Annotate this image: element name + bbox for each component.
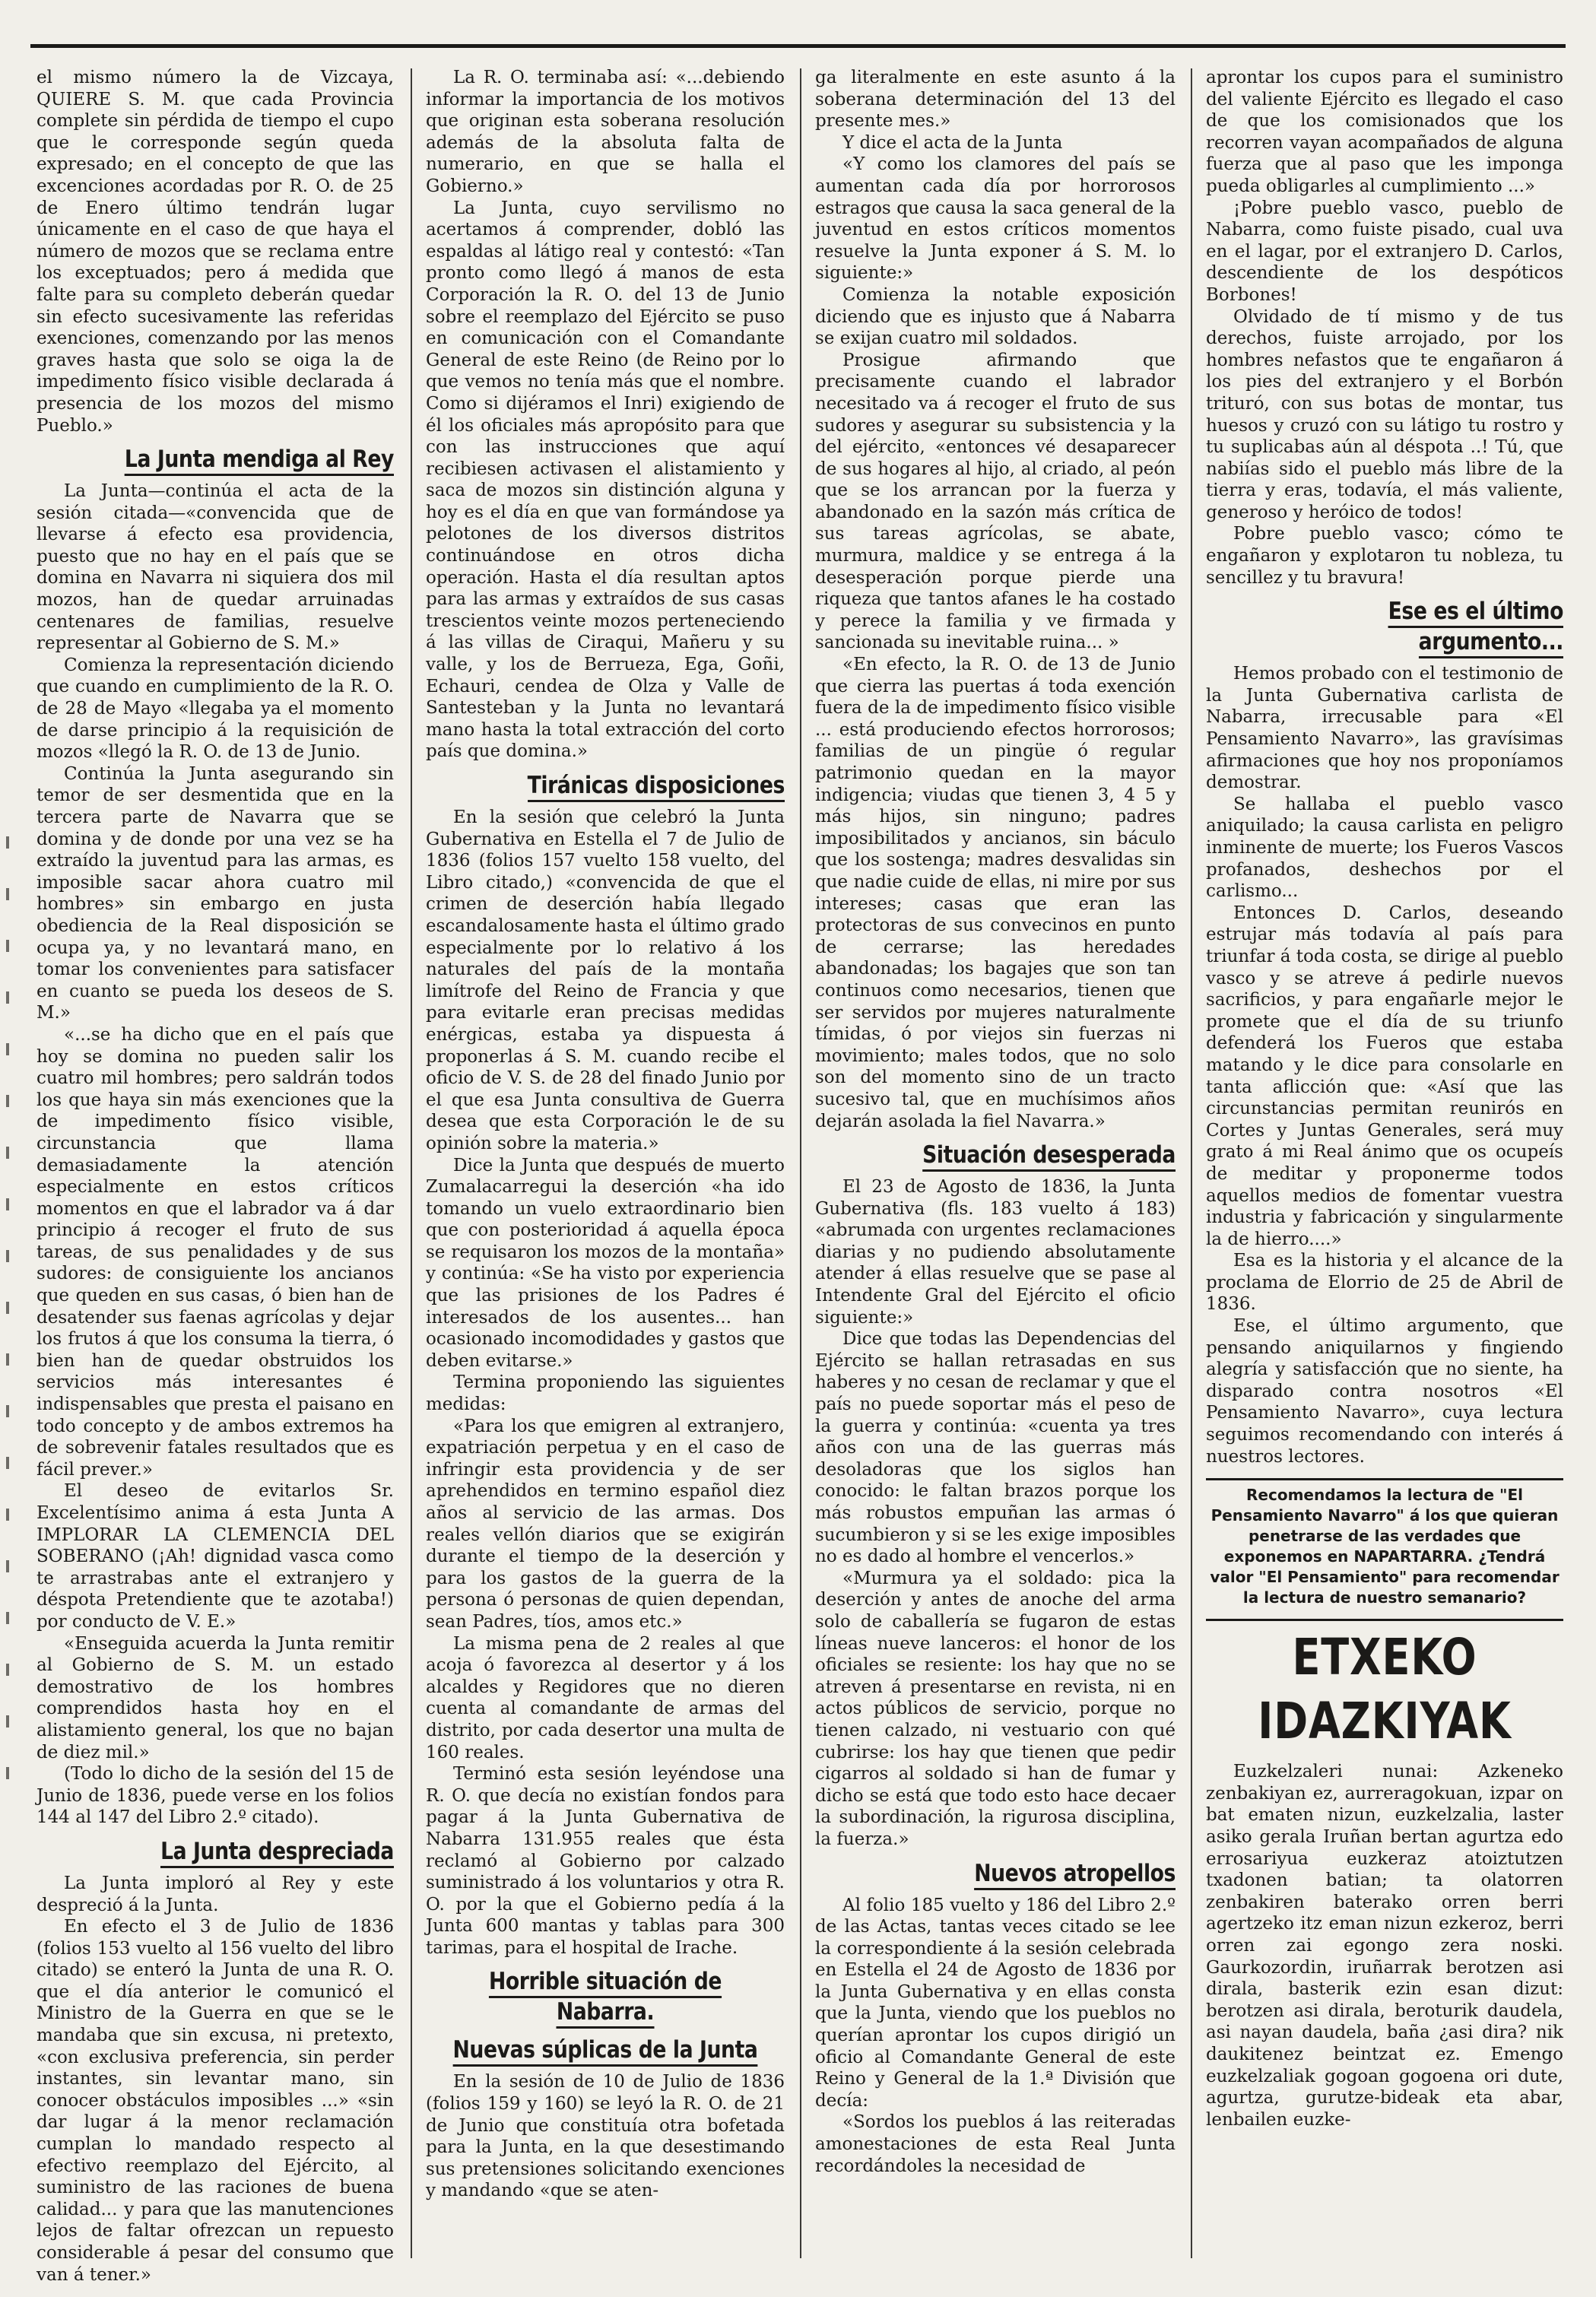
paragraph: ¡Pobre pueblo vasco, pueblo de Nabarra, como fuiste pisado, cual uva en el lagar, por el extranjero D. Carlos, descendiente de los despóticos Borbones! <box>1206 198 1563 305</box>
paragraph: La Junta, cuyo servilismo no acertamos á comprender, dobló las espaldas al látigo real y contestó: «Tan pronto como llegó á manos de esta Corporación la R. O. del 13 de Junio sobre el reemplazo del Ejército se puso en comunicación con el Comandante General de este Reino (de Reino por lo que vemos no tenía más que el nombre. Como si dijéramos el Inri) exigiendo de él los oficiales más apropósito para que con las instrucciones que aquí recibiesen activasen el alistamiento y saca de mozos sin distinción alguna y hoy es el día en que van formándose ya pelotones de los diversos distritos continuándose en otros dicha operación. Hasta el día resultan aptos para las armas y extraídos de sus casas trescientos veinte mozos perteneciendo á las villas de Ciraqui, Mañeru y su valle, y los de Berrueza, Ega, Goñi, Echauri, cendea de Olza y Valle de Santesteban y la Junta no levantará mano hasta la total extracción del corto país que domina.» <box>426 198 785 762</box>
paragraph: Se hallaba el pueblo vasco aniquilado; la causa carlista en peligro inminente de muerte; los Fueros Vascos profanados, deshechos por el carlismo... <box>1206 794 1563 902</box>
column-4 <box>1206 67 1563 2272</box>
paragraph: Prosigue afirmando que precisamente cuando el labrador necesitado va á recoger el fruto de sus sudores y asegurar su subsistencia y la del ejército, «entonces vé desaparecer de sus hogares al hijo, al criado, al peón que se los arrancan por la fuerza y abandonado en la sazón más crítica de sus tareas agrícolas, se abate, murmura, maldice y se entrega á la desesperación porque pierde una riqueza que tantos afanes le ha costado y perece la familia y ve firmada y sancionada su inevitable ruina... » <box>815 350 1176 653</box>
section-heading <box>87 1836 394 1867</box>
paragraph: Termina proponiendo las siguientes medidas: <box>426 1372 785 1415</box>
paragraph: En la sesión que celebró la Junta Gubernativa en Estella el 7 de Julio de 1836 (folios 157 vuelto 158 vuelto, del Libro citado,) «convencida de que el crimen de deserción había llegado escandalosamente hasta el último grado especialmente por lo relativo á los naturales del país de la montaña limítrofe del Reino de Francia y que para evitarle eran precisas medidas enérgicas, estaba ya dispuesta á proponerlas á S. M. cuando recibe el oficio de V. S. de 28 del finado Junio por el que esa Junta consultiva de Guerra desea que esta Corporación le de su opinión sobre la materia.» <box>426 807 785 1153</box>
paragraph: Euzkelzaleri nunai: Azkeneko zenbakiyan ez, aurreragokuan, izpar on bat ematen nizun, euzkelzalia, laster asiko gerala Iruñan bertan agurtza edo errosariyua euzkeraz atoiztutzen txadonen batian; ta olatorren zenbakiren baterako orren berri agertzeko itz eman nizun ezkeroz, berri orren zai egongo zera noski. Gaurkozordin, iruñarrak berotzen asi dirala, basterik ezin esan dizut: berotzen asi dirala, beroturik daudela, asi nayan daudela, baña ¿asi dira? nik daukitenez beintzat ez. Emengo euzkelzaliak gogoan gogoena ori dute, agurtza, gurutze-bideak eta abar, lenbailen euzke- <box>1206 1762 1563 2130</box>
paragraph: Olvidado de tí mismo y de tus derechos, fuiste arrojado, por los hombres nefastos que te engañaron á los pies del extranjero y el Borbón trituró, con sus botas de montar, tus huesos y cruzó con su látigo tu rostro y tu suplicabas aún al déspota ..! Tú, que nabiías sido el pueblo más libre de la tierra y eras, todavía, el más valiente, generoso y heróico de todos! <box>1206 306 1563 522</box>
paragraph: Y dice el acta de la Junta <box>842 132 1063 153</box>
heading-text: Ese es el último argumento... <box>1388 598 1563 658</box>
heading-text: La Junta despreciada <box>160 1838 394 1868</box>
section-heading <box>1256 596 1563 657</box>
paragraph: «Para los que emigren al extranjero, expatriación perpetua y en el caso de infringir esta providencia y de ser aprehendidos en termino español diez años al servicio de las armas. Dos reales vellón diarios que se exigirán durante el tiempo de la deserción y para los gastos de la guerra de la persona ó personas de quien dependan, sean Padres, tíos, amos etc.» <box>426 1416 785 1632</box>
heading-text: Horrible situación de Nabarra. <box>489 1968 722 2029</box>
paragraph: El deseo de evitarlos Sr. Excelentísimo anima á esta Junta A IMPLORAR LA CLEMENCIA DEL SOBERANO (¡Ah! dignidad vasca como te arrastrabas ante el extranjero y déspota Pretendiente que te azotaba!) por conducto de V. E.» <box>36 1481 394 1632</box>
recommendation-notice: Recomendamos la lectura de "El Pensamiento Navarro" á los que quieran penetrarse de las verdades que exponemos en NAPARTARRA. ¿Tendrá valor "El Pensamiento" para recomendar la lectura de nuestro semanario? <box>1210 1486 1560 1607</box>
paragraph: La R. O. terminaba así: «...debiendo informar la importancia de los motivos que originan esta soberana resolución además de la absoluta falta de numerario, en que se halla el Gobierno.» <box>426 68 785 196</box>
paragraph: El 23 de Agosto de 1836, la Junta Gubernativa (fls. 183 vuelto á 183) «abrumada con urgentes reclamaciones diarias y no pudiendo absolutamente atender á ellas resuelve que se pase al Intendente Gral del Ejército el oficio siguiente:» <box>815 1177 1176 1328</box>
paragraph: Terminó esta sesión leyéndose una R. O. que decía no existían fondos para pagar á la Junta Gubernativa de Nabarra 131.955 reales que ésta reclamó al Gobierno por calzado suministrado á los voluntarios y otra R. O. por la que el Gobierno pedía á la Junta 600 mantas y tablas para 300 tarimas, para el hospital de Irache. <box>426 1764 785 1958</box>
section-heading <box>865 1140 1176 1170</box>
heading-text: La Junta mendiga al Rey <box>125 446 394 476</box>
column-1 <box>36 67 394 2285</box>
paragraph: La Junta—continúa el acta de la sesión citada—«convencida que de llevarse á efecto esa providencia, puesto que no hay en el país que se domina en Navarra ni siquiera dos mil mozos, han de quedar arruinadas centenares de familias, resuelve representar al Gobierno de S. M.» <box>36 481 394 654</box>
heading-text: Tiránicas disposiciones <box>528 772 785 802</box>
paragraph: Al folio 185 vuelto y 186 del Libro 2.º de las Actas, tantas veces citado se lee la correspondiente á la sesión celebrada en Estella el 24 de Agosto de 1836 por la Junta Gubernativa y en ellas consta que la Junta, viendo que los pueblos no querían aprontar los cupos dirigió un oficio al Comandante General de este Reino y General de la 1.ª División que decía: <box>815 1895 1176 2111</box>
paragraph: Hemos probado con el testimonio de la Junta Gubernativa carlista de Nabarra, irrecusable para «El Pensamiento Navarro», las gravísimas afirmaciones que hoy nos proponíamos demostrar. <box>1206 664 1563 793</box>
heading-text: Situación desesperada <box>922 1141 1176 1172</box>
heading-text: Nuevos atropellos <box>974 1860 1176 1890</box>
paragraph: el mismo número la de Vizcaya, QUIERE S. M. que cada Provincia complete sin pérdida de tiempo el cupo que le corresponde según queda expresado; en el concepto de que las excenciones acordadas por R. O. de 25 de Enero último tendrán lugar únicamente en el caso de que haya el número de mozos que se reclama entre los exceptuados; pero á medida que falte para su completo deberán quedar sin efecto sucesivamente las referidas exenciones, comenzando por las menos graves hasta que solo se oiga la de impedimento físico visible declarada á presencia de los mozos del mismo Pueblo.» <box>36 68 394 436</box>
paragraph: ga literalmente en este asunto á la soberana determinación del 13 del presente mes.» <box>815 68 1176 132</box>
paragraph: Esa es la historia y el alcance de la proclama de Elorrio de 25 de Abril de 1836. <box>1206 1251 1563 1315</box>
paragraph: «Murmura ya el soldado: pica la deserción y antes de anoche del arma solo de caballería se fugaron de estas líneas nueve lanceros: el honor de los oficiales se resiente: los hay que no se atreven á presentarse en revista, ni en actos públicos de servicio, porque no tienen calzado, ni vestuario con qué cubrirse: los hay que tienen que pedir cigarros al soldado si han de fumar y dicho se está que todo esto hace decaer la subordinación, la rigurosa disciplina, la fuerza.» <box>815 1568 1176 1849</box>
paragraph: «Y como los clamores del país se aumentan cada día por horrorosos estragos que causa la saca general de la juventud en estos críticos momentos resuelve la Junta exponer á S. M. lo siguiente:» <box>815 154 1176 284</box>
paragraph: «Sordos los pueblos á las reiteradas amonestaciones de esta Real Junta recordándoles la necesidad de <box>815 2112 1176 2176</box>
paragraph: Comienza la notable exposición diciendo que es injusto que á Nabarra se exijan cuatro mil soldados. <box>815 284 1176 349</box>
section-title: ETXEKO IDAZKIYAK <box>1258 1628 1512 1751</box>
paragraph: «...se ha dicho que en el país que hoy se domina no pueden salir los cuatro mil hombres; pero saldrán todos los que haya sin más exenciones que la de impedimento físico visible, circunstancia que llama demasiadamente la atención especialmente en estos críticos momentos en que el labrador va á dar principio á recoger el fruto de sus tareas, de sus penalidades y de sus sudores: de consiguiente los ancianos que queden en sus casas, ó bien han de desatender sus faenas agrícolas y dejar los frutos á que los consuma la tierra, ó bien han de quedar obstruidos los servicios más interesantes é indispensables que presta el paisano en todo concepto y de ambos extremos ha de sobrevenir fatales resultados que es fácil prever.» <box>36 1024 394 1480</box>
paragraph: La Junta imploró al Rey y este despreció á la Junta. <box>36 1873 394 1915</box>
separator-rule <box>1206 1478 1563 1480</box>
paragraph: Dice que todas las Dependencias del Ejército se hallan retrasadas en sus haberes y no cesan de reclamar y que el país no puede soportar más el peso de la guerra y continúa: «cuenta ya tres años con una de las guerras más desoladoras que los siglos han conocido: le faltan brazos porque los más robustos empuñan las armas ó sucumbieron y si se les exige imposibles no es dado al hombre el vencerlos.» <box>815 1329 1176 1567</box>
paragraph: «Enseguida acuerda la Junta remitir al Gobierno de S. M. un estado demostrativo de los hombres comprendidos hasta hoy en el alistamiento general, los que no bajan de diez mil.» <box>36 1633 394 1762</box>
column-rule <box>1191 68 1192 2258</box>
paragraph: La misma pena de 2 reales al que acoja ó favorezca al desertor y á los alcaldes y Regidores que no dieren cuenta al comandante de armas del distrito, por cada desertor una multa de 160 reales. <box>426 1633 785 1762</box>
paragraph: Dice la Junta que después de muerto Zumalacarregui la deserción «ha ido tomando un vuelo extraordinario bien que con posterioridad á aquella época se requisaron los mozos de la montaña» y continúa: «Se ha visto por experiencia que las prisiones de los Padres é interesados de los ausentes... han ocasionado incomodidades y gastos que deben evitarse.» <box>426 1155 785 1371</box>
page-edge-marks <box>6 836 11 1825</box>
paragraph: En efecto el 3 de Julio de 1836 (folios 153 vuelto al 156 vuelto del libro citado) se enteró la Junta de una R. O. que el día anterior le comunicó el Ministro de la Guerra en que se le mandaba que sin excusa, ni pretexto, «con exclusiva preferencia, sin perder instantes, sin levantar mano, sin conocer obstáculos imposibles ...» «sin dar lugar á la menor reclamación cumplan lo mandado respecto al efectivo reemplazo del Ejército, al suministro de las raciones de buena calidad... y para que las manutenciones lejos de faltar ofrezcan un repuesto considerable á pesar del consumo que van á tener.» <box>36 1917 394 2285</box>
paragraph: aprontar los cupos para el suministro del valiente Ejército es llegado el caso de que los comisionados que los recorren vayan acompañados de alguna fuerza que al paso que les imponga pueda obligarles al cumplimiento ...» <box>1206 68 1563 196</box>
paragraph: (Todo lo dicho de la sesión del 15 de Junio de 1836, puede verse en los folios 144 al 147 del Libro 2.º citado). <box>36 1764 394 1828</box>
paragraph: Continúa la Junta asegurando sin temor de ser desmentida que en la tercera parte de Navarra que se domina y de donde por una vez se ha extraído la juventud para las armas, es imposible sacar ahora cuatro mil hombres» sin embargo en justa obediencia de la Real disposición se ocupa ya, y no levantará mano, en tomar los convenientes para satisfacer en cuanto se pueda los deseos de S. M.» <box>36 763 394 1023</box>
section-heading <box>865 1858 1176 1889</box>
paragraph: Ese, el último argumento, que pensando aniquilarnos y fingiendo alegría y satisfacción que no siente, ha disparado contra nosotros «El Pensamiento Navarro», cuya lectura seguimos recomendando con interés á nuestros lectores. <box>1206 1316 1563 1467</box>
paragraph: Comienza la representación diciendo que cuando en cumplimiento de la R. O. de 28 de Mayo «llegaba ya el momento de darse principio á la requisición de mozos «llegó la R. O. de 13 de Junio. <box>36 655 394 763</box>
separator-rule <box>1206 1619 1563 1621</box>
paragraph: Entonces D. Carlos, deseando estrujar más todavía al país para triunfar á toda costa, se dirige al pueblo vasco y se atreve á pedirle nuevos sacrificios, y para engañarle mejor le promete que el día de su triunfo defenderá los Fueros que estaba matando y le dice para consolarle en tanta aflicción que: «Así que las circunstancias permitan reunirós en Cortes y Juntas Generales, será muy grato á mi Real ánimo que os ocupeís de meditar y proponerme todos aquellos medios de fomentar vuestra industria y fabricación y singularmente la de hierro....» <box>1206 903 1563 1249</box>
section-heading <box>87 444 394 474</box>
section-heading <box>476 770 785 801</box>
paragraph: Pobre pueblo vasco; cómo te engañaron y explotaron tu nobleza, tu sencillez y tu bravura! <box>1206 524 1563 588</box>
column-rule <box>800 68 801 2258</box>
column-3 <box>815 67 1176 2272</box>
heading-text: Nuevas súplicas de la Junta <box>453 2036 758 2067</box>
column-2 <box>426 67 785 2272</box>
column-rule <box>411 68 412 2258</box>
paragraph: En la sesión de 10 de Julio de 1836 (folios 159 y 160) se leyó la R. O. de 21 de Junio que constituía otra bofetada para la Junta, en la que desestimando sus pretensiones solicitando exenciones y mandando «que se aten- <box>426 2072 785 2201</box>
section-subheading <box>451 2035 760 2065</box>
paragraph: «En efecto, la R. O. de 13 de Junio que cierra las puertas á toda exención fuera de la de impedimento físico visible ... está produciendo efectos horrorosos; familias de un pingüe ó regular patrimonio quedan en la mayor indigencia; viudas que tienen 3, 4 5 y más hijos, sin ninguno; padres imposibilitados y ancianos, sin báculo que los sostenga; madres desvalidas sin que nadie cuide de ellas, ni mire por sus intereses; casas que eran las protectoras de sus convecinos en punto de cerrarse; las heredades abandonadas; los bagajes que son tan continuos como necesarios, tienen que ser servidos por mujeres naturalmente tímidas, ó por viejos sin fuerzas ni movimiento; males todos, que no solo son del momento sino de un tracto sucesivo tal, que en muchísimos años dejarán asolada la fiel Navarra.» <box>815 655 1176 1131</box>
section-heading <box>451 1966 760 2027</box>
top-rule <box>30 44 1566 48</box>
